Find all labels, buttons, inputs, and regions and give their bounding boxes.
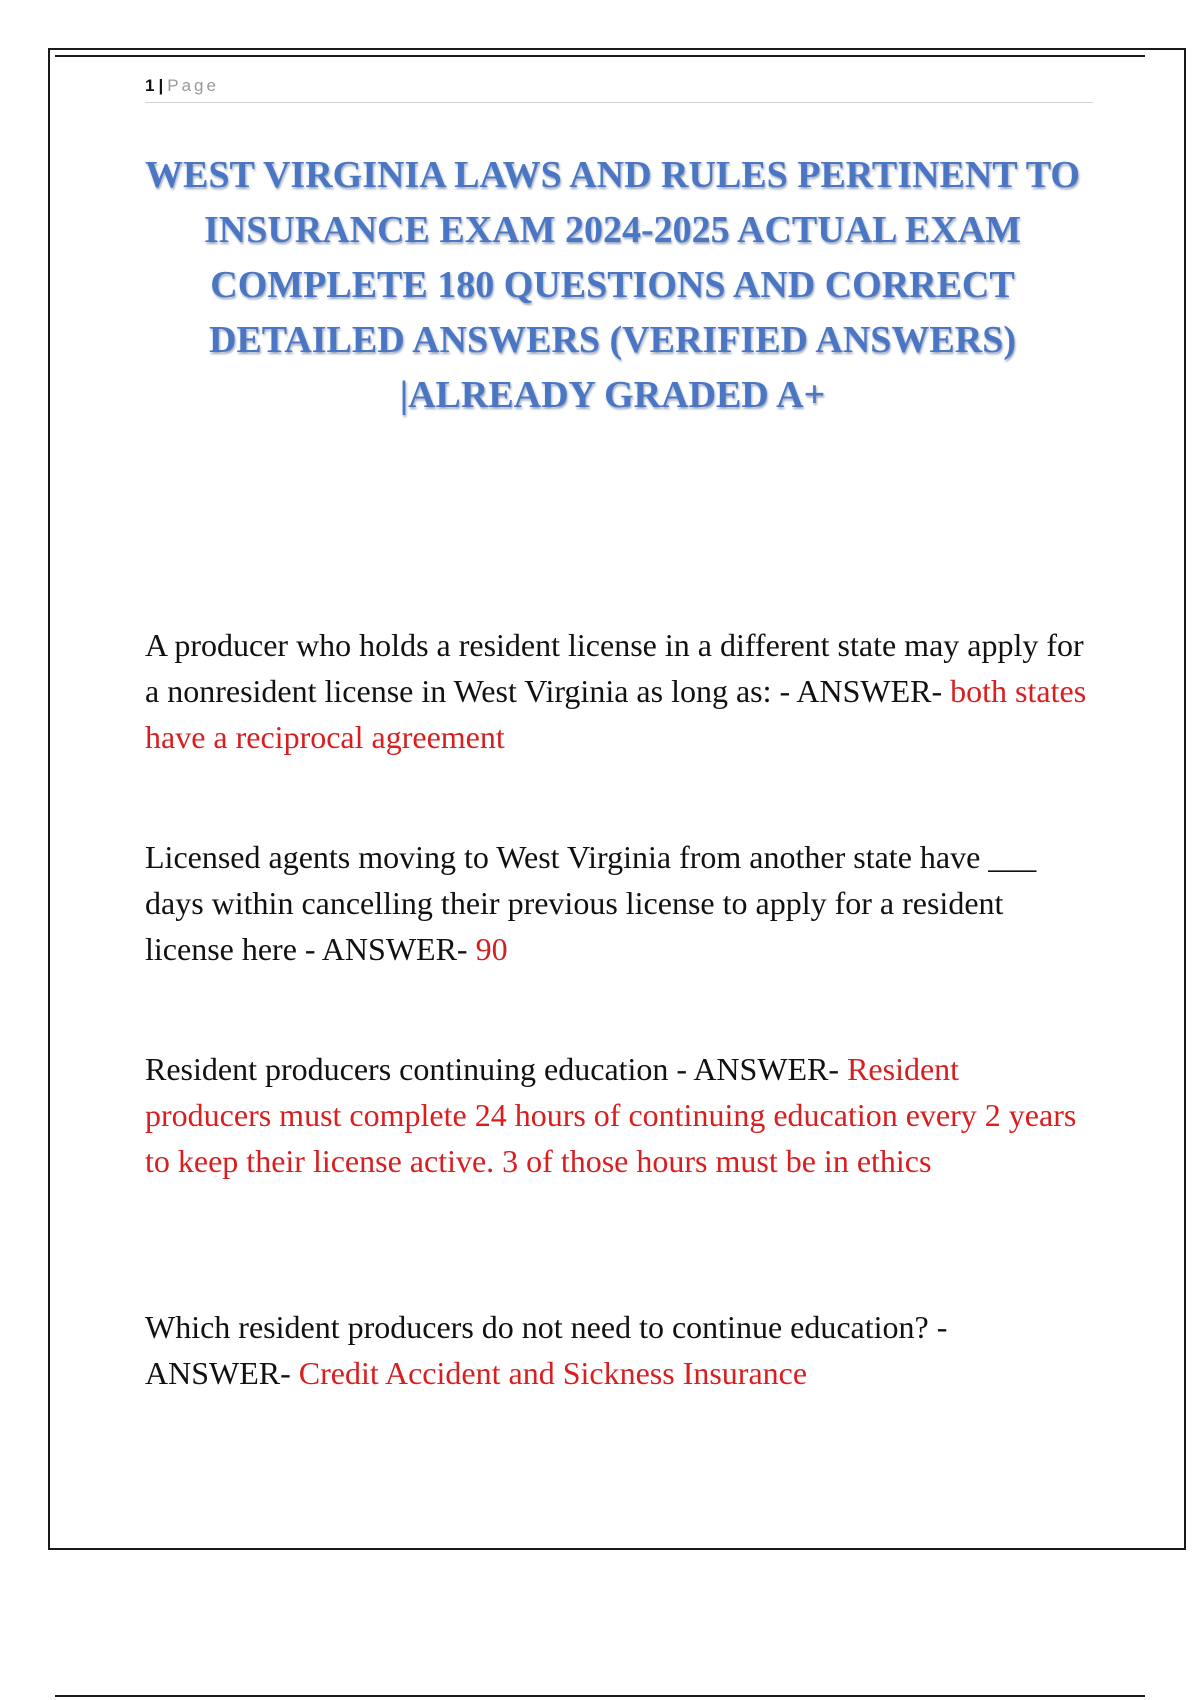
question-text: Licensed agents moving to West Virginia from another state have ___ days within cancelling their previous license to apply for a resident license here - ANSWER- — [145, 839, 1037, 967]
page-word: Page — [167, 76, 219, 95]
question-text: Which resident producers do not need to continue education? - ANSWER- — [145, 1309, 948, 1391]
page-number: 1 — [145, 76, 155, 95]
answer-text: Credit Accident and Sickness Insurance — [298, 1355, 808, 1391]
qa-item — [145, 1046, 1090, 1184]
answer-text: Resident producers must complete 24 hours of continuing education every 2 years to keep their license active. 3 of those hours must be in ethics — [145, 1051, 1077, 1179]
document-title: WEST VIRGINIA LAWS AND RULES PERTINENT TO INSURANCE EXAM 2024-2025 ACTUAL EXAM COMPLETE 180 QUESTIONS AND CORRECT DETAILED ANSWERS (VERIFIED ANSWERS) |ALREADY GRADED A+ — [145, 154, 1080, 416]
question-text: Resident producers continuing education - ANSWER- — [145, 1051, 848, 1087]
question-text: A producer who holds a resident license in a different state may apply for a nonresident license in West Virginia as long as: - ANSWER- — [145, 627, 1084, 709]
qa-item — [145, 1304, 1090, 1396]
page-header — [145, 74, 1093, 103]
bottom-rule — [55, 1695, 1145, 1697]
page-separator: | — [158, 76, 164, 95]
answer-text: both states have a reciprocal agreement — [145, 673, 1087, 755]
qa-item — [145, 622, 1090, 760]
answer-text: 90 — [475, 931, 508, 967]
qa-item — [145, 834, 1090, 972]
